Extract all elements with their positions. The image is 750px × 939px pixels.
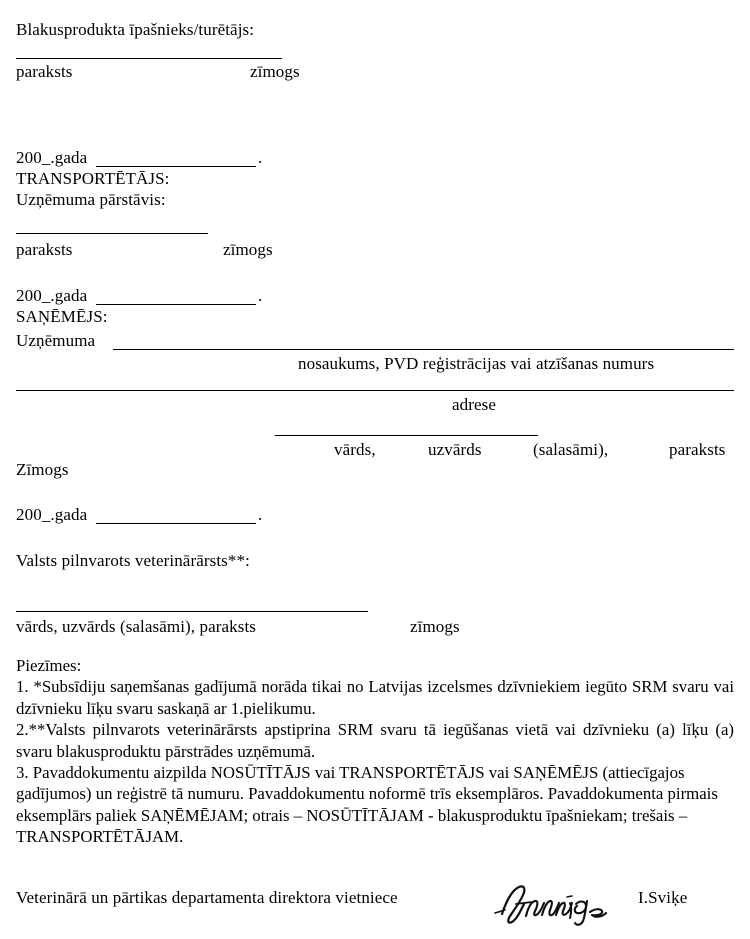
transporter-signature-caption: paraksts bbox=[16, 240, 73, 259]
owner-stamp-caption: zīmogs bbox=[250, 62, 300, 81]
vet-signature-rule bbox=[16, 611, 368, 612]
receiver-company-rule bbox=[113, 349, 734, 350]
receiver-stamp-label: Zīmogs bbox=[16, 460, 69, 479]
footer-signatory-name: I.Sviķe bbox=[638, 888, 688, 907]
transporter-date-rule bbox=[96, 166, 256, 167]
receiver-date2-prefix: 200_.gada bbox=[16, 505, 88, 524]
receiver-date-prefix: 200_.gada bbox=[16, 286, 88, 305]
owner-signature-rule bbox=[16, 58, 282, 59]
handwritten-signature-icon bbox=[492, 880, 632, 926]
vet-stamp-caption: zīmogs bbox=[410, 617, 460, 636]
receiver-date-rule bbox=[96, 304, 256, 305]
vet-heading: Valsts pilnvarots veterinārārsts**: bbox=[16, 551, 250, 570]
notes-item-3: 3. Pavaddokumentu aizpilda NOSŪTĪTĀJS vai TRANSPORTĒTĀJS vai SAŅĒMĒJS (attiecīgajos gadījumos) un reģistrē tā numuru. Pavaddokumentu noformē trīs eksemplāros. Pavaddokumenta pirmais eksemplārs paliek SAŅĒMĒJAM; otrais – NOSŪTĪTĀJAM - blakusproduktu īpašniekam; trešais –TRANSPORTĒTĀJAM. bbox=[16, 763, 718, 847]
transporter-date-suffix: . bbox=[258, 148, 263, 167]
receiver-company-caption: nosaukums, PVD reģistrācijas vai atzīšanas numurs bbox=[298, 354, 655, 373]
receiver-legible-caption: (salasāmi), bbox=[533, 440, 609, 459]
footer-title: Veterinārā un pārtikas departamenta direktora vietniece bbox=[16, 888, 398, 907]
receiver-signature-caption: paraksts bbox=[669, 440, 726, 459]
receiver-address-caption: adrese bbox=[452, 395, 497, 414]
owner-heading: Blakusprodukta īpašnieks/turētājs: bbox=[16, 20, 255, 39]
receiver-name-rule bbox=[275, 435, 538, 436]
transporter-representative-label: Uzņēmuma pārstāvis: bbox=[16, 190, 166, 209]
receiver-name-caption: vārds, bbox=[334, 440, 376, 459]
transporter-signature-rule bbox=[16, 233, 208, 234]
receiver-date2-rule bbox=[96, 523, 256, 524]
vet-signature-caption: vārds, uzvārds (salasāmi), paraksts bbox=[16, 617, 257, 636]
owner-signature-caption: paraksts bbox=[16, 62, 73, 81]
notes-heading: Piezīmes: bbox=[16, 656, 82, 675]
receiver-surname-caption: uzvārds bbox=[428, 440, 482, 459]
transporter-heading: TRANSPORTĒTĀJS: bbox=[16, 169, 170, 188]
transporter-stamp-caption: zīmogs bbox=[223, 240, 273, 259]
notes-block bbox=[16, 655, 734, 848]
receiver-company-label: Uzņēmuma bbox=[16, 331, 96, 350]
notes-item-1: 1. *Subsīdiju saņemšanas gadījumā norāda tikai no Latvijas izcelsmes dzīvniekiem iegūto SRM svaru vai dzīvnieku līķu svaru saskaņā ar 1.pielikumu. bbox=[16, 677, 734, 718]
receiver-date2-suffix: . bbox=[258, 505, 263, 524]
receiver-address-rule bbox=[16, 390, 734, 391]
receiver-heading: SAŅĒMĒJS: bbox=[16, 307, 108, 326]
notes-item-2: 2.**Valsts pilnvarots veterinārārsts apstiprina SRM svaru tā iegūšanas vietā vai dzīvnieku (a) līķu (a) svaru blakusproduktu pārstrādes uzņēmumā. bbox=[16, 720, 734, 761]
receiver-date-suffix: . bbox=[258, 286, 263, 305]
transporter-date-prefix: 200_.gada bbox=[16, 148, 88, 167]
